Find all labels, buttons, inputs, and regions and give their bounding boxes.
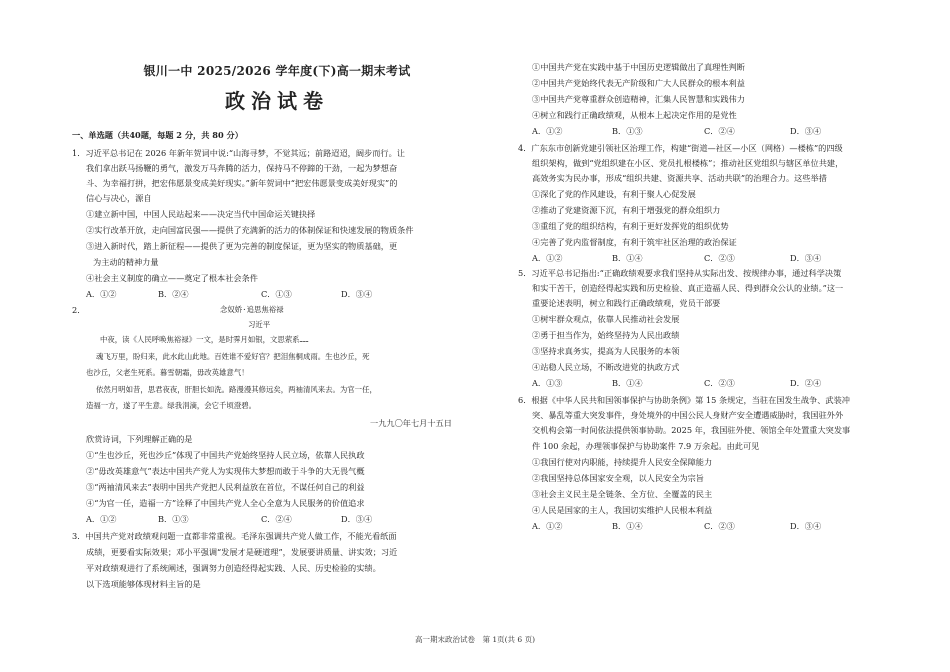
q4-item: ④完善了党内监督制度，有利于筑牢社区治理的政治保证 [532,237,737,247]
option-b: B．①④ [612,378,643,388]
q3-item: ④树立和践行正确政绩观，从根本上起决定作用的是党性 [532,110,737,120]
poem-date: 一九九〇年七月十五日 [370,418,452,428]
q4-stem-line: 组织架构，做到“党组织建在小区、党员扎根楼栋”；推动社区党组织与辖区单位共建， [532,158,844,168]
option-d: D．③④ [790,521,822,531]
q1-item: ④社会主义制度的确立——奠定了根本社会条件 [86,273,258,283]
option-c: C．②③ [704,253,735,263]
q3-stem-line: 3．中国共产党对政绩观问题一直都非常重视。毛泽东强调共产党人做工作，不能光看纸面 [72,531,397,541]
option-b: B．②④ [158,289,189,299]
q6-item: ①我国行使对内职能，持续提升人民安全保障能力 [532,457,713,467]
option-c: C．②③ [704,378,735,388]
poem-line: 中夜，读《人民呼唤焦裕禄》一文，是时霁月如银，文思萦系…… [100,335,309,344]
option-b: B．①④ [612,253,643,263]
option-a: A．①② [86,514,117,524]
q4-item: ①深化了党的作风建设，有利于聚人心促发展 [532,189,696,199]
poem-line: 魂飞万里，盼归来，此水此山此地。百姓谁不爱好官？把泪焦桐成雨。生也沙丘，死 [96,352,370,361]
q3-stem-line: 成绩，更要看实际效果；邓小平强调“发展才是硬道理”，发展要讲质量、讲实效；习近 [86,547,398,557]
q2-item: ①“生也沙丘，死也沙丘”体现了中国共产党始终坚持人民立场，依靠人民执政 [86,450,365,460]
option-a: A．①③ [532,378,563,388]
q5-item: ①树牢群众观点，依靠人民推动社会发展 [532,314,680,324]
q4-item: ②推动了党建资源下沉，有利于增强党的群众组织力 [532,205,721,215]
section-heading: 一、单选题（共40题，每题 2 分，共 80 分） [72,130,243,140]
option-d: D．③④ [790,126,822,136]
option-a: A．①② [532,521,563,531]
option-b: B．①④ [612,521,643,531]
q3-item: ①中国共产党在实践中基于中国历史逻辑做出了真理性判断 [532,62,745,72]
poem-line: 依然月明如昔，思君夜夜，肝胆长如洗。路漫漫其修远矣，两袖清风来去。为官一任， [96,385,377,394]
q5-item: ③坚持求真务实，提高为人民服务的本领 [532,346,680,356]
q1-stem-line: 信心与决心，源自 [86,193,152,203]
q2-number: 2． [72,305,86,315]
option-d: D．②④ [790,378,822,388]
q6-stem-line: 6．根据《中华人民共和国领事保护与协助条例》第 15 条规定，当驻在国发生战争、武装冲 [518,395,850,405]
q5-stem-line: 和实干苦干，创造经得起实践和历史检验、真正造福人民、得到群众公认的业绩。”这一 [532,283,844,293]
option-c: C．②④ [261,514,292,524]
q4-stem-line: 4．广东东市创新党建引领社区治理工作，构建“街道—社区—小区（网格）—楼栋”的四级 [518,143,843,153]
q5-stem-line: 重要论述表明，树立和践行正确政绩观，党员干部要 [532,298,721,308]
option-c: C．②④ [704,126,735,136]
option-d: D．③④ [790,253,822,263]
q2-stem: 欣赏诗词，下列理解正确的是 [86,434,193,444]
q2-item: ④“为官一任，造福一方”诠释了中国共产党人全心全意为人民服务的价值追求 [86,498,365,508]
q3-item: ③中国共产党尊重群众创造精神，汇集人民智慧和实践伟力 [532,94,745,104]
q6-item: ④人民是国家的主人，我国切实维护人民根本利益 [532,505,713,515]
poem-line: 造福一方，遂了平生意。绿我涓滴，会它千顷澄碧。 [86,401,256,410]
q1-stem-line: 斗、为幸福打拼，把宏伟愿景变成美好现实。”新年贺词中“把宏伟愿景变成美好现实”的 [86,178,398,188]
option-d: D．③④ [341,289,373,299]
q6-item: ②我国坚持总体国家安全观，以人民安全为宗旨 [532,473,704,483]
option-a: A．①② [86,289,117,299]
option-b: B．①③ [158,514,189,524]
q5-stem-line: 5．习近平总书记指出:“正确政绩观要求我们坚持从实际出发、按规律办事，通过科学决策 [518,268,842,278]
q6-stem-line: 突、暴乱等重大突发事件，身处境外的中国公民人身财产安全遭遇威胁时，我国驻外外 [532,410,844,420]
q1-stem-line: 我们拿出跃马扬鞭的勇气，激发万马奔腾的活力，保持马不停蹄的干劲，一起为梦想奋 [86,163,398,173]
q5-item: ④站稳人民立场，不断改进党的执政方式 [532,362,680,372]
q6-stem-line: 交机构会第一时间依法提供领事协助。2025 年，我国驻外使、领馆全年处置重大突发事 [532,425,851,435]
option-a: A．①② [532,253,563,263]
q5-item: ②勇于担当作为，始终坚持为人民出政绩 [532,330,680,340]
q4-stem-line: 高效务实为民办事，形成“组织共建、资源共享、活动共联”的治理合力。这些举措 [532,173,827,183]
q6-stem-line: 件 100 余起，办理领事保护与协助案件 7.9 万余起。由此可见 [532,441,760,451]
q1-item: ②实行改革开放，走向国富民强——提供了充满新的活力的体制保证和快速发展的物质条件 [86,225,414,235]
option-b: B．①③ [612,126,643,136]
q1-item: 为主动的精神力量 [93,257,159,267]
q2-item: ②“毋改英雄意气”表达中国共产党人为实现伟大梦想而敢于斗争的大无畏气概 [86,466,365,476]
q2-item: ③“两袖清风来去”表明中国共产党把人民利益放在首位，不谋任何自己的利益 [86,482,365,492]
option-c: C．②③ [704,521,735,531]
q1-item: ③进入新时代，踏上新征程——提供了更为完善的制度保证，更为坚实的物质基础，更 [86,241,398,251]
subject-title: 政治试卷 [225,89,329,113]
option-d: D．③④ [341,514,373,524]
q3-stem-line: 以下选项能够体现材料主旨的是 [86,579,201,589]
q1-item: ①建立新中国，中国人民站起来——决定当代中国命运关键抉择 [86,209,316,219]
option-c: C．①③ [261,289,292,299]
page-footer: 高一期末政治试卷 第 1页(共 6 页) [414,635,536,644]
poem-title: 念奴娇·追思焦裕禄 [220,305,284,314]
q3-item: ②中国共产党始终代表无产阶级和广大人民群众的根本利益 [532,78,745,88]
option-a: A．①② [532,126,563,136]
exam-title: 银川一中 2025/2026 学年度(下)高一期末考试 [143,64,411,78]
q3-stem-line: 平对政绩观进行了系统阐述，强调努力创造经得起实践、人民、历史检验的实绩。 [86,563,381,573]
poem-line: 也沙丘，父老生死系。暮雪朝霜，毋改英雄意气！ [86,368,249,377]
q6-item: ③社会主义民主是全链条、全方位、全覆盖的民主 [532,489,713,499]
q1-stem-line: 1．习近平总书记在 2026 年新年贺词中说:“山海寻梦，不觉其远；前路迢迢，阔步而行。让 [72,148,405,158]
q4-item: ③重组了党的组织结构，有利于更好发挥党的组织优势 [532,221,729,231]
poem-author: 习近平 [248,320,271,329]
